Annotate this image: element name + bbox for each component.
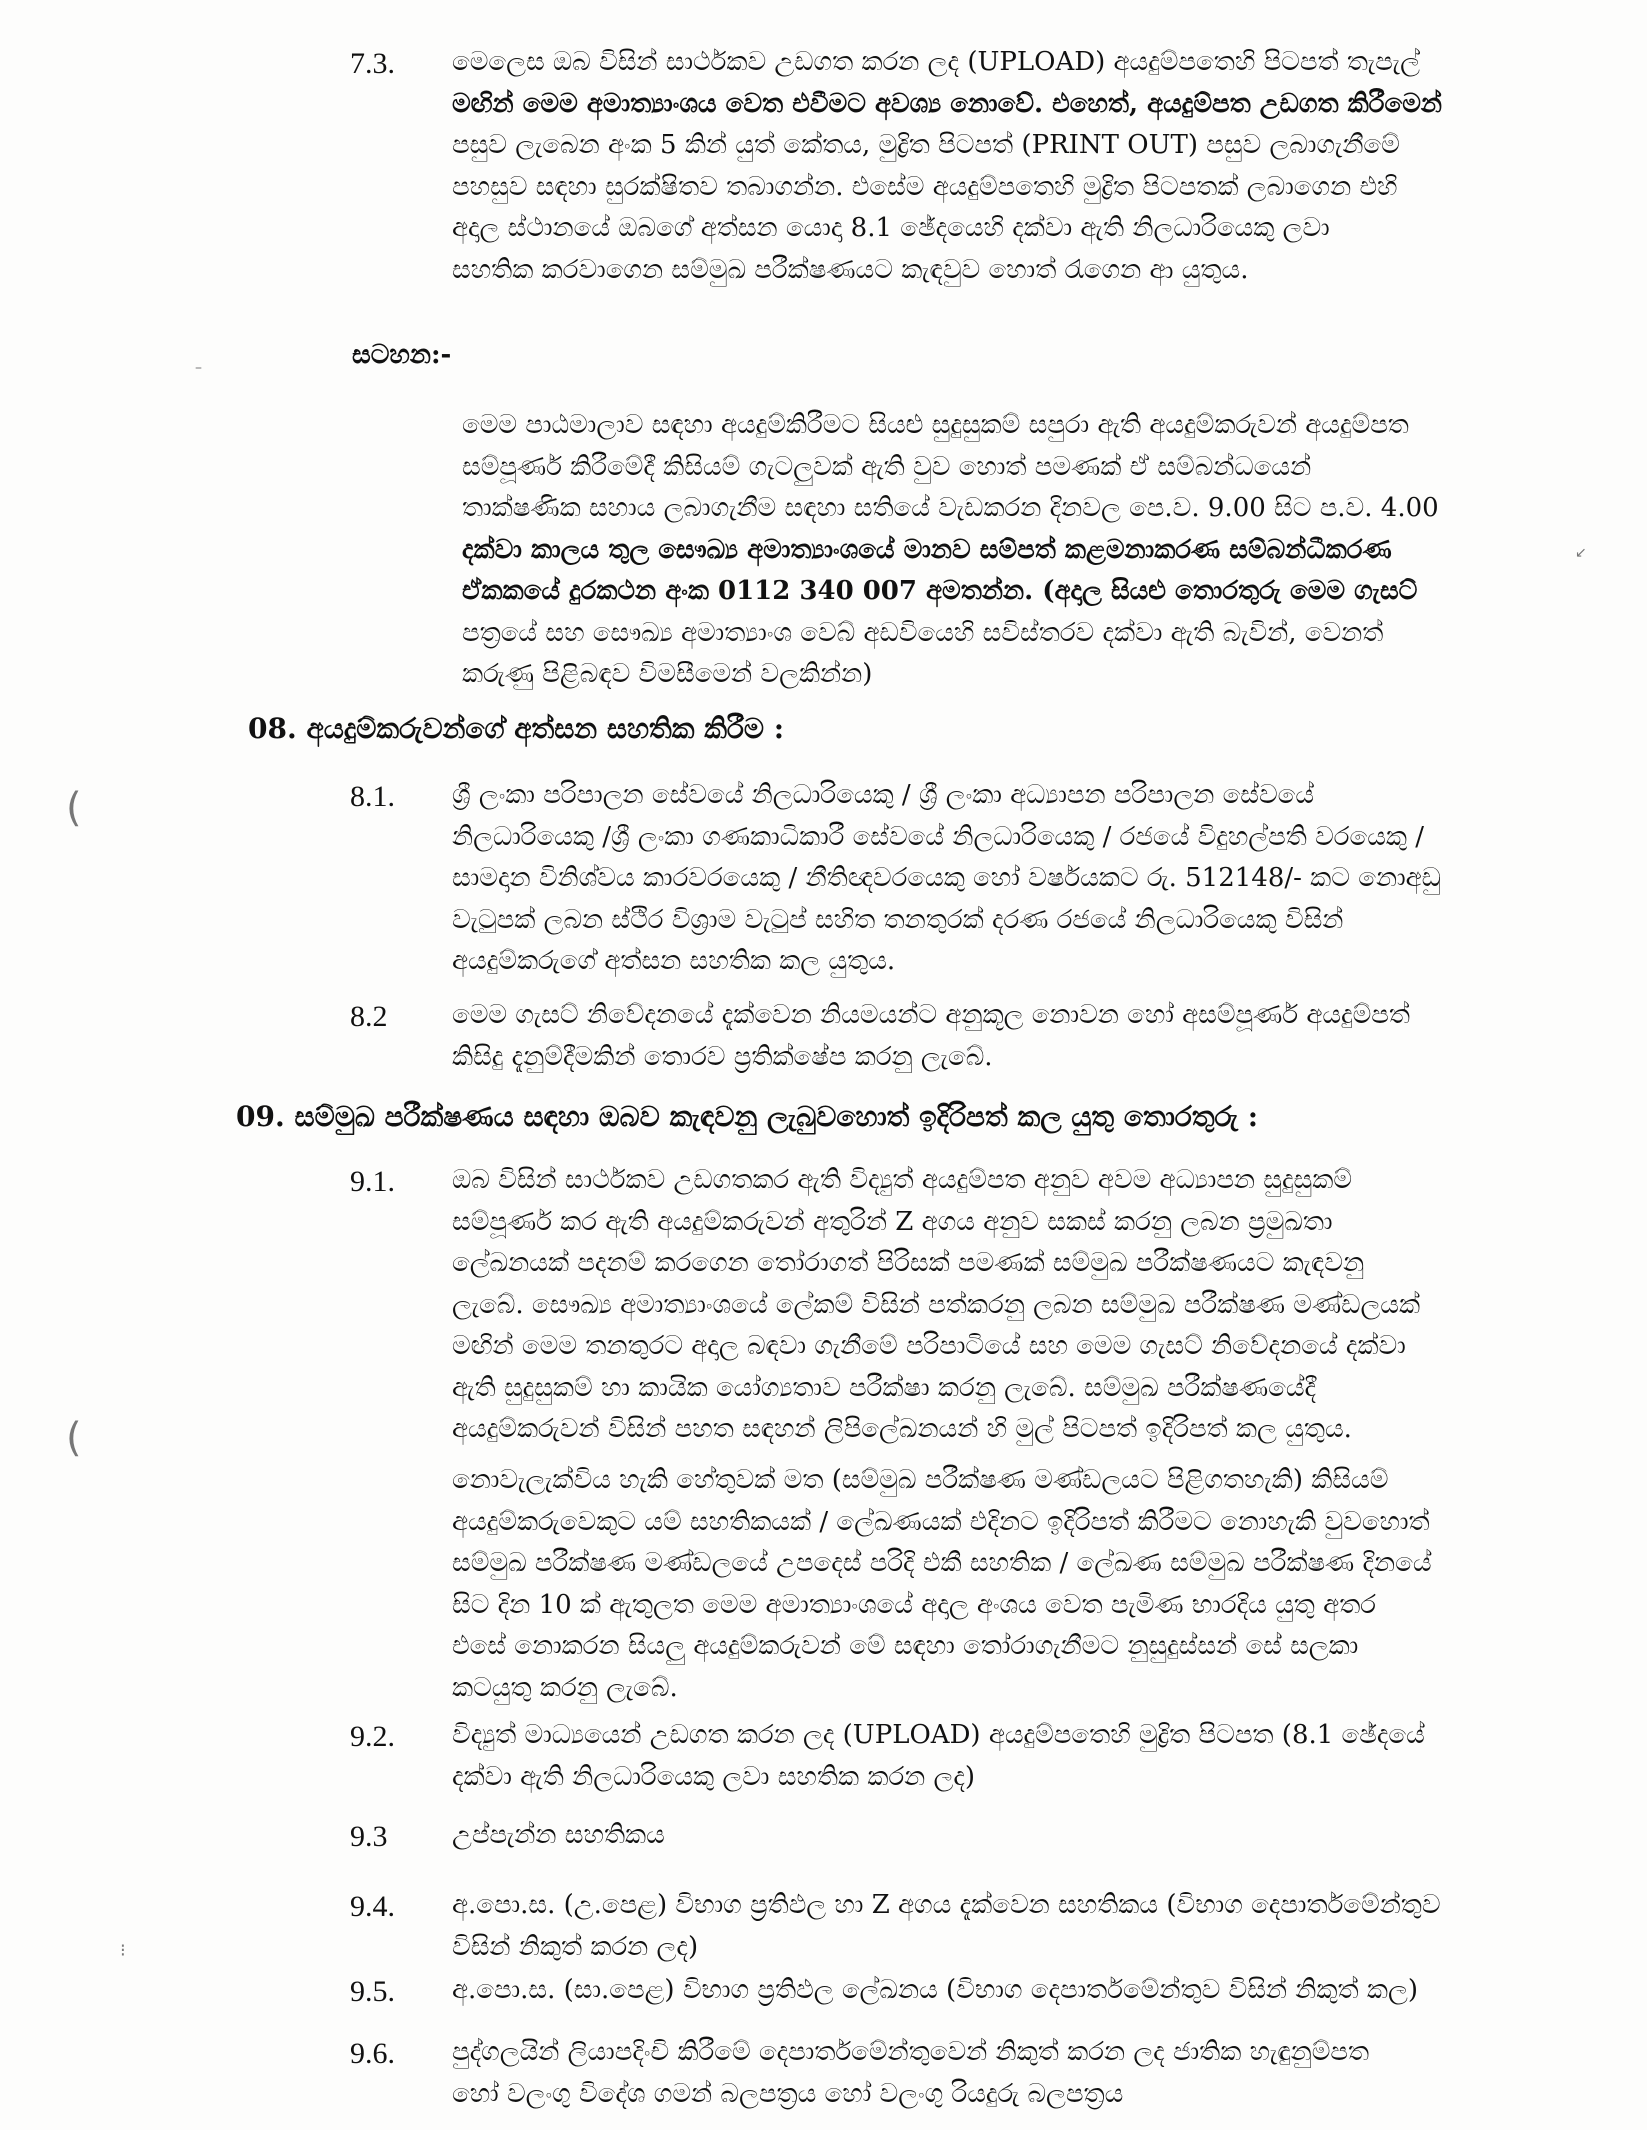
paragraph-line: පත්‍රයේ සහ සෞඛ්‍ය අමාත්‍යාංශ වෙබ් අඩවියෙහි සවිස්තරව දක්වා ඇති බැවින්, වෙනත්	[462, 617, 1384, 648]
paragraph-9-6	[452, 2032, 1512, 2115]
paragraph-line: අදාල ස්ථානයේ ඔබගේ අත්සන යොදා 8.1 ඡේදයෙහි දක්වා ඇති නිලධාරියෙකු ලවා	[452, 213, 1330, 243]
scan-mark-left-2: (	[66, 1415, 82, 1461]
paragraph-line: සම්පූර්ණ කර ඇති අයදුම්කරුවන් අතුරින් Z අගය අනුව සකස් කරනු ලබන ප්‍රමුඛතා	[452, 1206, 1333, 1237]
paragraph-line: දක්වා කාලය තුල සෞඛ්‍ය අමාත්‍යාංශයේ මානව සම්පත් කළමනාකරණ සම්බන්ධීකරණ	[462, 534, 1392, 565]
item-number-9-1: 9.1.	[350, 1165, 395, 1198]
paragraph-line: මෙම ගැසට් නිවේදනයේ දැක්වෙන නියමයන්ට අනුකූල නොවන හෝ අසම්පූර්ණ අයදුම්පත්	[452, 1000, 1410, 1030]
item-number-7-3: 7.3.	[350, 47, 395, 80]
paragraph-line: වැටුපක් ලබන ස්ථිර විශ්‍රාම වැටුප් සහිත තනතුරක් දරණ රජයේ නිලධාරියෙකු විසින්	[452, 904, 1344, 935]
paragraph-line: හෝ වලංගු විදේශ ගමන් බලපත්‍රය හෝ වලංගු රියදුරු බලපත්‍රය	[452, 2078, 1124, 2109]
paragraph-line: අයදුම්කරුවන් විසින් පහත සඳහන් ලිපිලේඛනයන් හි මුල් පිටපත් ඉදිරිපත් කල යුතුය.	[452, 1414, 1352, 1444]
paragraph-line: ඇති සුදුසුකම් හා කායික යෝග්‍යතාව පරීක්ෂා කරනු ලැබේ. සම්මුඛ පරීක්ෂණයේදී	[452, 1372, 1317, 1403]
paragraph-line: මෙම පාඨමාලාව සඳහා අයදුම්කිරීමට සියළු සුදුසුකම් සපුරා ඇති අයදුම්කරුවන් අයදුම්පත	[462, 410, 1409, 440]
paragraph-line: මඟින් මෙම තනතුරට අදාල බඳවා ගැනීමේ පරිපාටියේ සහ මෙම ගැසට් නිවේදනයේ දක්වා	[452, 1331, 1406, 1361]
paragraph-9-5	[452, 1970, 1512, 2012]
section-heading-08: 08. අයදුම්කරුවන්ගේ අත්සන සහතික කිරීම :	[248, 712, 785, 745]
section-heading-09: 09. සම්මුඛ පරීක්ෂණය සඳහා ඔබව කැඳවනු ලැබුවහොත් ඉදිරිපත් කල යුතු තොරතුරු :	[236, 1100, 1259, 1133]
paragraph-line: කටයුතු කරනු ලැබේ.	[452, 1672, 678, 1703]
item-number-9-3: 9.3	[350, 1820, 388, 1853]
paragraph-line: ඒකකයේ දුරකථන අංක 0112 340 007 අමතන්න. (අදාල සියළු තොරතුරු මෙම ගැසට්	[462, 576, 1418, 606]
item-number-9-6: 9.6.	[350, 2037, 395, 2070]
paragraph-line: නිලධාරියෙකු /ශ්‍රී ලංකා ගණකාධිකාරී සේවයේ නිලධාරියෙකු / රජයේ විදුහල්පති වරයෙකු /	[452, 821, 1425, 852]
paragraph-line: පුද්ගලයින් ලියාපදිංචි කිරීමේ දෙපාර්තමේන්තුවෙන් නිකුත් කරන ලද ජාතික හැඳුනුම්පත	[452, 2037, 1370, 2067]
paragraph-line: විද්‍යුත් මාධ්‍යයෙන් උඩගත කරන ලද (UPLOAD) අයදුම්පතෙහි මුද්‍රිත පිටපත (8.1 ඡේදයේ	[452, 1720, 1425, 1750]
paragraph-9-3	[452, 1815, 1512, 1857]
paragraph-8-2	[452, 995, 1512, 1078]
paragraph-line: ඔබ විසින් සාර්ථකව උඩගතකර ඇති විද්‍යුත් අයදුම්පත අනුව අවම අධ්‍යාපන සුදුසුකම්	[452, 1165, 1353, 1195]
scan-speck-lower: ⁝	[120, 1940, 126, 1961]
item-number-9-4: 9.4.	[350, 1890, 395, 1923]
paragraph-line: සිට දින 10 ක් ඇතුලත මෙම අමාත්‍යාංශයේ අදාල අංශය වෙත පැමිණ භාරදිය යුතු අතර	[452, 1589, 1377, 1620]
scan-mark-left: (	[66, 785, 82, 831]
paragraph-line: එසේ නොකරන සියලු අයදුම්කරුවන් මේ සඳහා තෝරාගැනීමට නුසුදුස්සන් සේ සලකා	[452, 1631, 1359, 1661]
paragraph-9-4	[452, 1885, 1512, 1968]
paragraph-line: තාක්ෂණික සහාය ලබාගැනීම සඳහා සතියේ වැඩකරන දිනවල පෙ.ව. 9.00 සිට ප.ව. 4.00	[462, 493, 1439, 523]
paragraph-line: අ.පො.ස. (උ.පෙළ) විභාග ප්‍රතිඵල හා Z අගය දැක්වෙන සහතිකය (විභාග දෙපාර්තමේන්තුව	[452, 1890, 1441, 1920]
item-number-9-5: 9.5.	[350, 1975, 395, 2008]
paragraph-8-1	[452, 775, 1512, 983]
paragraph-line: සම්පූර්ණ කිරීමේදී කිසියම් ගැටලුවක් ඇති වුව හොත් පමණක් ඒ සම්බන්ධයෙන්	[462, 451, 1312, 482]
note-paragraph	[462, 405, 1517, 696]
paragraph-line: කරුණු පිළිබඳව විමසීමෙන් වලකින්න)	[462, 659, 873, 689]
paragraph-line: පහසුව සඳහා සුරක්ෂිතව තබාගන්න. එසේම අයදුම්පතෙහි මුද්‍රිත පිටපතක් ලබාගෙන එහි	[452, 171, 1398, 202]
paragraph-9-2	[452, 1715, 1512, 1798]
paragraph-9-1-continued	[452, 1460, 1512, 1709]
paragraph-line: නොවැලැක්විය හැකි හේතුවක් මත (සම්මුඛ පරීක්ෂණ මණ්ඩලයට පිළිගතහැකි) කිසියම්	[452, 1465, 1389, 1495]
paragraph-line: සම්මුඛ පරීක්ෂණ මණ්ඩලයේ උපදෙස් පරිදි එකී සහතික / ලේඛණ සම්මුඛ පරීක්ෂණ දිනයේ	[452, 1548, 1432, 1578]
paragraph-line: අ.පො.ස. (සා.පෙළ) විභාග ප්‍රතිඵල ලේඛනය (විභාග දෙපාර්තමේන්තුව විසින් නිකුත් කල)	[452, 1975, 1419, 2005]
note-label: සටහන:-	[352, 340, 452, 370]
scan-speck: –	[195, 360, 202, 376]
paragraph-line: මෙලෙස ඔබ විසින් සාර්ථකව උඩගත කරන ලද (UPLOAD) අයදුම්පතෙහි පිටපත් තැපැල්	[452, 47, 1420, 77]
paragraph-line: ලේඛනයක් පදනම් කරගෙන තෝරාගත් පිරිසක් පමණක් සම්මුඛ පරීක්ෂණයට කැඳවනු	[452, 1248, 1365, 1278]
scan-speck-right: ↙	[1575, 545, 1587, 561]
paragraph-line: දක්වා ඇති නිලධාරියෙකු ලවා සහතික කරන ලද)	[452, 1761, 976, 1792]
paragraph-line: අයදුම්කරුගේ අත්සන සහතික කල යුතුය.	[452, 946, 896, 976]
item-number-8-2: 8.2	[350, 1000, 388, 1033]
paragraph-line: කිසිදු දැනුම්දීමකින් තොරව ප්‍රතික්ෂේප කරනු ලැබේ.	[452, 1041, 993, 1072]
paragraph-line: ශ්‍රී ලංකා පරිපාලන සේවයේ නිලධාරියෙකු / ශ්‍රී ලංකා අධ්‍යාපන පරිපාලන සේවයේ	[452, 780, 1315, 810]
item-number-9-2: 9.2.	[350, 1720, 395, 1753]
paragraph-9-1	[452, 1160, 1512, 1451]
paragraph-line: අයදුම්කරුවෙකුට යම් සහතිකයක් / ලේඛණයක් එදිනට ඉදිරිපත් කිරීමට නොහැකි වුවහොත්	[452, 1506, 1430, 1537]
paragraph-line: මඟින් මෙම අමාත්‍යාංශය වෙත එවීමට අවශ්‍ය නොවේ. එහෙත්, අයදුම්පත උඩගත කිරීමෙන්	[452, 88, 1442, 119]
paragraph-7-3	[452, 42, 1512, 291]
paragraph-line: සාමදාන විනිශ්වය කාරවරයෙකු / නීතිඥවරයෙකු හෝ වර්ෂයකට රු. 512148/- කට නොඅඩු	[452, 863, 1441, 893]
paragraph-line: පසුව ලැබෙන අංක 5 කින් යුත් කේතය, මුද්‍රිත පිටපත් (PRINT OUT) පසුව ලබාගැනීමේ	[452, 130, 1400, 160]
paragraph-line: විසින් නිකුත් කරන ලද)	[452, 1931, 699, 1962]
paragraph-line: සහතික කරවාගෙන සම්මුඛ පරීක්ෂණයට කැඳවුව හොත් රැගෙන ආ යුතුය.	[452, 254, 1249, 285]
paragraph-line: ලැබේ. සෞඛ්‍ය අමාත්‍යාංශයේ ලේකම් විසින් පත්කරනු ලබන සම්මුඛ පරීක්ෂණ මණ්ඩලයක්	[452, 1289, 1421, 1320]
paragraph-line: උප්පැන්න සහතිකය	[452, 1820, 665, 1850]
item-number-8-1: 8.1.	[350, 780, 395, 813]
